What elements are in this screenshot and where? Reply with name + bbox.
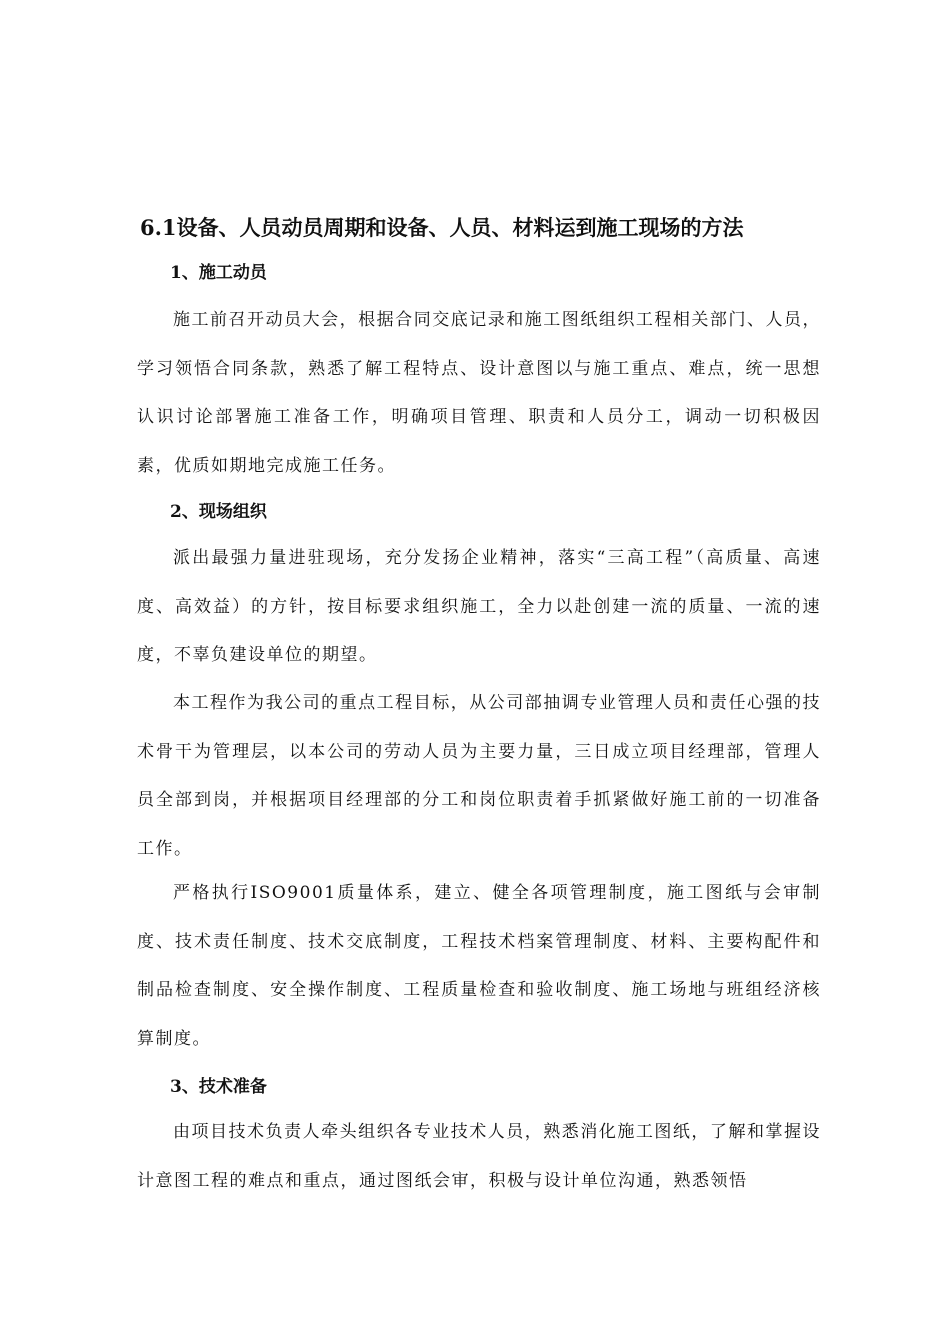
paragraph-site-organization-1: 派出最强力量进驻现场，充分发扬企业精神，落实“三高工程”（高质量、高速度、高效益）的方针，按目标要求组织施工，全力以赴创建一流的质量、一流的速度，不辜负建设单位的期望。: [137, 548, 821, 666]
paragraph-technical-preparation: 由项目技术负责人牵头组织各专业技术人员，熟悉消化施工图纸，了解和掌握设计意图工程的难点和重点，通过图纸会审，积极与设计单位沟通，熟悉领悟: [137, 1122, 821, 1191]
document-title: 6.1设备、人员动员周期和设备、人员、材料运到施工现场的方法: [140, 215, 744, 240]
paragraph-site-organization-2: 本工程作为我公司的重点工程目标，从公司部抽调专业管理人员和责任心强的技术骨干为管理层，以本公司的劳动人员为主要力量，三日成立项目经理部，管理人员全部到岗，并根据项目经理部的分工和岗位职责着手抓紧做好施工前的一切准备工作。: [137, 693, 821, 859]
paragraph-mobilization: 施工前召开动员大会，根据合同交底记录和施工图纸组织工程相关部门、人员，学习领悟合同条款，熟悉了解工程特点、设计意图以与施工重点、难点，统一思想认识讨论部署施工准备工作，明确项目管理、职责和人员分工，调动一切积极因素，优质如期地完成施工任务。: [137, 310, 821, 476]
section-heading-mobilization: 1、施工动员: [170, 263, 267, 283]
paragraph-site-organization-3: 严格执行ISO9001质量体系，建立、健全各项管理制度，施工图纸与会审制度、技术责任制度、技术交底制度，工程技术档案管理制度、材料、主要构配件和制品检查制度、安全操作制度、工程质量检查和验收制度、施工场地与班组经济核算制度。: [137, 883, 821, 1049]
section-heading-technical-preparation: 3、技术准备: [170, 1077, 267, 1097]
section-heading-site-organization: 2、现场组织: [170, 502, 267, 522]
